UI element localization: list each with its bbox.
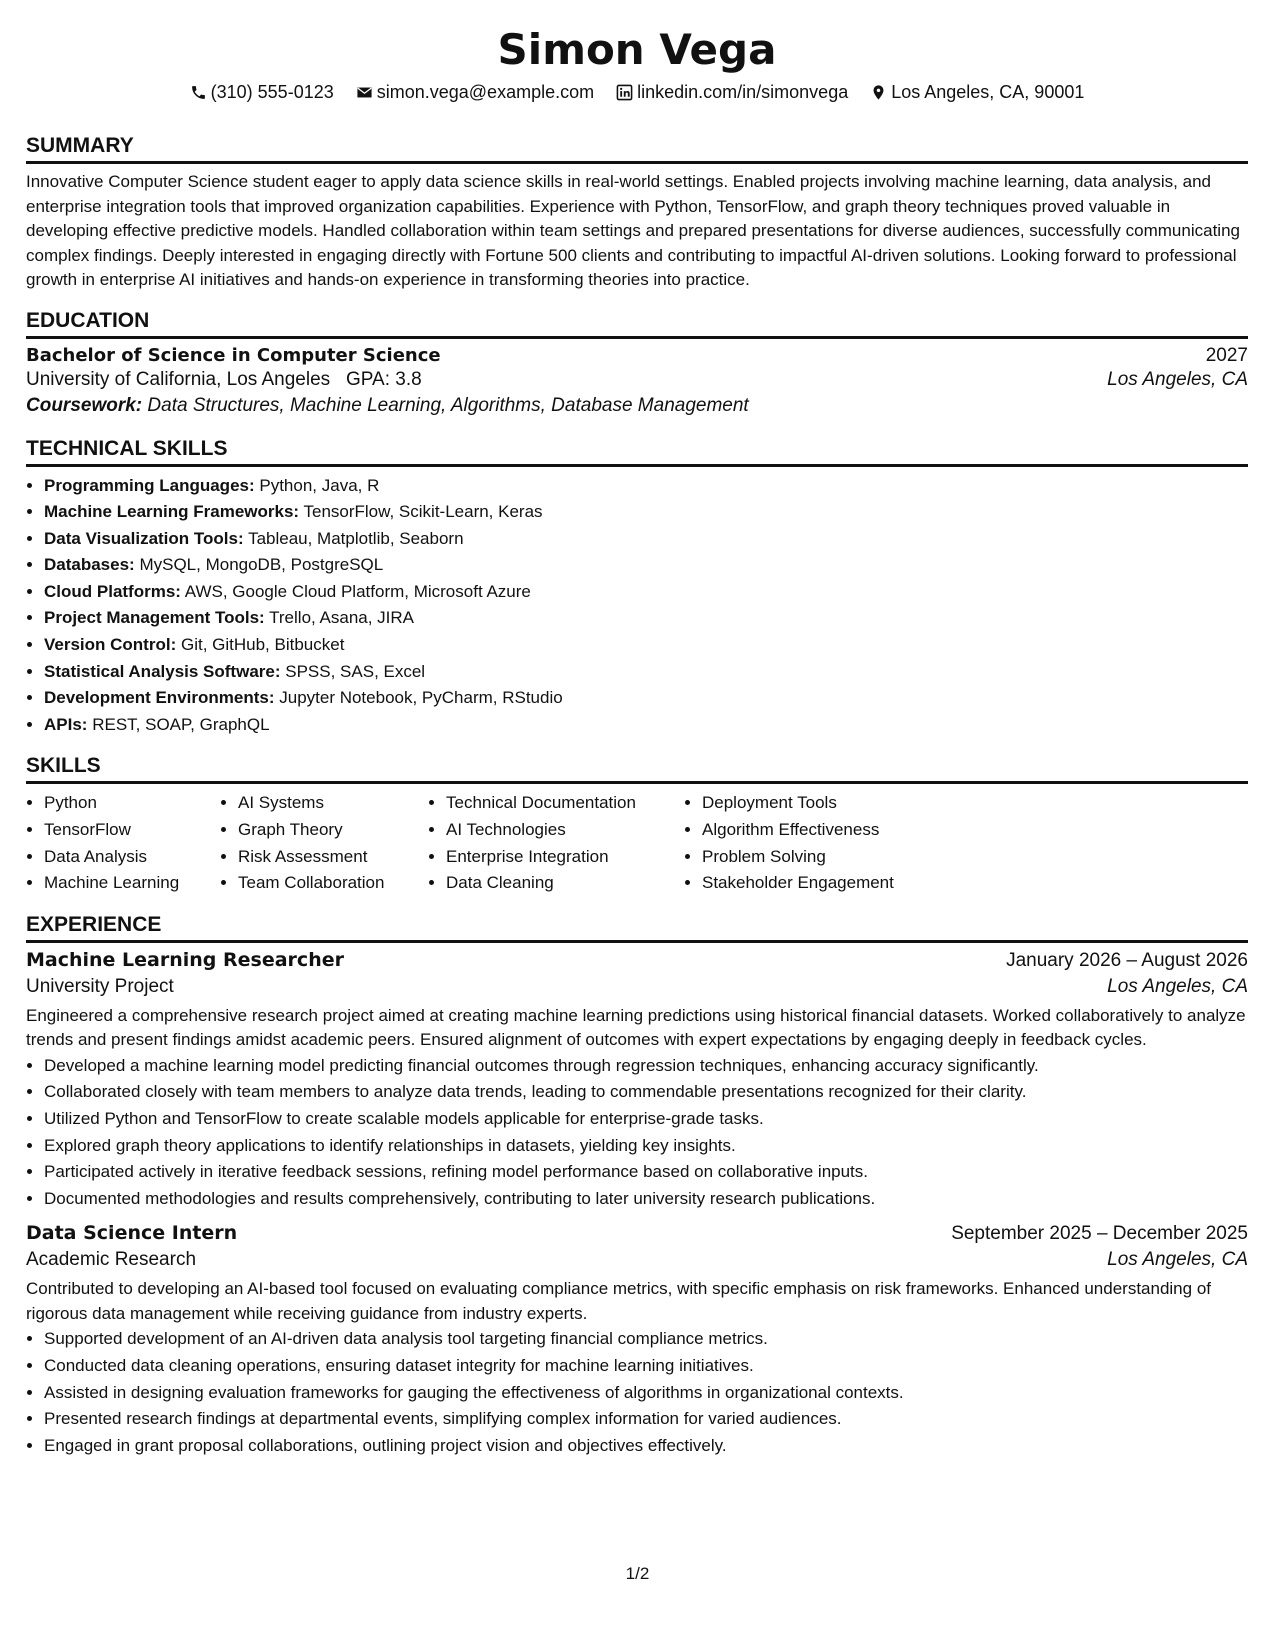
list-item — [44, 526, 1248, 553]
skill-label: Project Management Tools: — [44, 608, 265, 628]
list-item — [44, 605, 1248, 632]
skills-column-2 — [220, 790, 428, 896]
skills-column-3 — [428, 790, 684, 896]
section-title-skills: SKILLS — [26, 752, 1248, 784]
list-item — [44, 712, 1248, 739]
job-dates: January 2026 – August 2026 — [1006, 949, 1248, 971]
list-item — [44, 685, 1248, 712]
skill-value: TensorFlow, Scikit-Learn, Keras — [303, 502, 543, 522]
linkedin-icon — [616, 84, 633, 101]
list-item: • Explored graph theory applications to identify relationships in datasets, yielding key insights. — [44, 1133, 1248, 1160]
list-item — [44, 579, 1248, 606]
list-item: • Python — [44, 790, 220, 817]
job-role: Data Science Intern — [26, 1222, 238, 1245]
job-org-row — [26, 1249, 1248, 1271]
list-item: • Enterprise Integration — [446, 844, 684, 871]
list-item: • Stakeholder Engagement — [702, 870, 962, 897]
phone-icon — [190, 84, 207, 101]
map-pin-icon — [870, 84, 887, 101]
coursework-line — [26, 395, 1248, 417]
coursework-label: Coursework: — [26, 394, 143, 416]
skill-label: Machine Learning Frameworks: — [44, 502, 300, 522]
skill-value: AWS, Google Cloud Platform, Microsoft Azure — [184, 581, 531, 601]
phone-text: (310) 555-0123 — [210, 82, 334, 102]
contact-email[interactable] — [356, 80, 594, 104]
skills-column-4 — [684, 790, 962, 896]
list-item: • Risk Assessment — [238, 844, 428, 871]
job-org: University Project — [26, 975, 174, 997]
skill-label: Databases: — [44, 555, 135, 575]
coursework-list: Data Structures, Machine Learning, Algorithms, Database Management — [147, 394, 749, 416]
skill-value: Jupyter Notebook, PyCharm, RStudio — [279, 688, 563, 708]
contact-bar — [26, 80, 1248, 104]
job-description: Contributed to developing an AI-based tool focused on evaluating compliance metrics, with specific emphasis on risk frameworks. Enhanced understanding of rigorous data management while receiving guidance from industry experts. — [26, 1279, 1211, 1323]
list-item: • Assisted in designing evaluation frameworks for gauging the effectiveness of algorithms in organizational contexts. — [44, 1380, 1248, 1407]
job-org: Academic Research — [26, 1249, 197, 1271]
skill-label: Programming Languages: — [44, 475, 255, 495]
summary-text: Innovative Computer Science student eager to apply data science skills in real-world settings. Enabled projects involving machine learning, data analysis, and enterprise integration tools that improved organization capabilities. Experience with Python, TensorFlow, and graph theory techniques proved valuable in developing effective predictive models. Handled collaboration within team settings and prepared presentations for diverse audiences, successfully communicating complex findings. Deeply interested in engaging directly with Fortune 500 clients and contributing to impactful AI-driven solutions. Looking forward to professional growth in enterprise AI initiatives and hands-on experience in transforming theories into practice. — [26, 172, 1240, 289]
list-item: • Machine Learning — [44, 870, 220, 897]
experience-section — [26, 911, 1248, 1460]
skills-section — [26, 752, 1248, 896]
education-section — [26, 307, 1248, 417]
skill-label: Development Environments: — [44, 688, 275, 708]
list-item: • TensorFlow — [44, 817, 220, 844]
section-title-technical-skills: TECHNICAL SKILLS — [26, 435, 1248, 467]
contact-location — [870, 80, 1084, 104]
list-item: • Presented research findings at departmental events, simplifying complex information for varied audiences. — [44, 1406, 1248, 1433]
list-item: • Collaborated closely with team members to analyze data trends, leading to commendable presentations recognized for their clarity. — [44, 1079, 1248, 1106]
experience-entry — [26, 949, 1248, 1213]
skill-value: MySQL, MongoDB, PostgreSQL — [139, 555, 384, 575]
section-title-education: EDUCATION — [26, 307, 1248, 339]
list-item: • Engaged in grant proposal collaborations, outlining project vision and objectives effectively. — [44, 1433, 1248, 1460]
job-header-row — [26, 1222, 1248, 1245]
job-bullets — [26, 1053, 1248, 1213]
summary-section — [26, 132, 1248, 293]
section-title-experience: EXPERIENCE — [26, 911, 1248, 943]
skill-value: Git, GitHub, Bitbucket — [180, 635, 345, 655]
list-item: • Problem Solving — [702, 844, 962, 871]
list-item: • Developed a machine learning model predicting financial outcomes through regression techniques, enhancing accuracy significantly. — [44, 1053, 1248, 1080]
job-dates: September 2025 – December 2025 — [951, 1223, 1248, 1245]
list-item: • AI Technologies — [446, 817, 684, 844]
list-item: • Supported development of an AI-driven data analysis tool targeting financial compliance metrics. — [44, 1326, 1248, 1353]
list-item: • Graph Theory — [238, 817, 428, 844]
job-location: Los Angeles, CA — [1107, 975, 1248, 997]
gpa: GPA: 3.8 — [346, 368, 422, 390]
school-line — [26, 369, 422, 391]
list-item: • Data Analysis — [44, 844, 220, 871]
job-bullets — [26, 1326, 1248, 1459]
education-header-row — [26, 345, 1248, 367]
envelope-icon — [356, 84, 373, 101]
skill-value: SPSS, SAS, Excel — [285, 661, 426, 681]
education-school-row — [26, 369, 1248, 391]
list-item: • Utilized Python and TensorFlow to create scalable models applicable for enterprise-grade tasks. — [44, 1106, 1248, 1133]
graduation-year: 2027 — [1205, 344, 1248, 366]
technical-skills-section — [26, 435, 1248, 739]
contact-linkedin[interactable] — [616, 80, 848, 104]
job-role: Machine Learning Researcher — [26, 948, 344, 971]
page-number: 1/2 — [625, 1564, 650, 1583]
school-location: Los Angeles, CA — [1107, 368, 1248, 390]
experience-entry — [26, 1222, 1248, 1459]
skill-label: Data Visualization Tools: — [44, 528, 244, 548]
resume-page — [26, 0, 1248, 1459]
skill-value: REST, SOAP, GraphQL — [92, 714, 270, 734]
list-item: • Technical Documentation — [446, 790, 684, 817]
list-item — [44, 659, 1248, 686]
email-text: simon.vega@example.com — [376, 82, 595, 102]
list-item — [44, 552, 1248, 579]
list-item: • Data Cleaning — [446, 870, 684, 897]
degree-title: Bachelor of Science in Computer Science — [26, 344, 441, 366]
job-description: Engineered a comprehensive research project aimed at creating machine learning predictions using historical financial datasets. Worked collaboratively to analyze trends and present findings amidst academic peers. Ensured alignment of outcomes with expert expectations by engaging deeply in feedback cycles. — [26, 1005, 1246, 1050]
list-item: • Algorithm Effectiveness — [702, 817, 962, 844]
skill-value: Python, Java, R — [259, 475, 380, 495]
list-item: • Deployment Tools — [702, 790, 962, 817]
list-item: • Documented methodologies and results comprehensively, contributing to later university research publications. — [44, 1186, 1248, 1213]
list-item: • Conducted data cleaning operations, ensuring dataset integrity for machine learning initiatives. — [44, 1353, 1248, 1380]
skill-label: Version Control: — [44, 635, 177, 655]
list-item: • Team Collaboration — [238, 870, 428, 897]
linkedin-text: linkedin.com/in/simonvega — [637, 82, 849, 102]
technical-skills-list — [26, 473, 1248, 739]
list-item — [44, 632, 1248, 659]
skill-value: Tableau, Matplotlib, Seaborn — [248, 528, 464, 548]
job-header-row — [26, 949, 1248, 972]
skill-label: Cloud Platforms: — [44, 581, 181, 601]
skill-value: Trello, Asana, JIRA — [269, 608, 415, 628]
list-item: • Participated actively in iterative feedback sessions, refining model performance based on collaborative inputs. — [44, 1159, 1248, 1186]
contact-phone[interactable] — [190, 80, 334, 104]
skill-label: Statistical Analysis Software: — [44, 661, 281, 681]
skills-column-1 — [26, 790, 220, 896]
location-text: Los Angeles, CA, 90001 — [891, 82, 1085, 102]
list-item — [44, 473, 1248, 500]
list-item: • AI Systems — [238, 790, 428, 817]
job-location: Los Angeles, CA — [1107, 1249, 1248, 1271]
skills-grid — [26, 790, 1248, 896]
section-title-summary: SUMMARY — [26, 132, 1248, 164]
school-name: University of California, Los Angeles — [26, 368, 331, 390]
skill-label: APIs: — [44, 714, 88, 734]
job-org-row — [26, 976, 1248, 998]
candidate-name: Simon Vega — [497, 25, 777, 74]
list-item — [44, 499, 1248, 526]
